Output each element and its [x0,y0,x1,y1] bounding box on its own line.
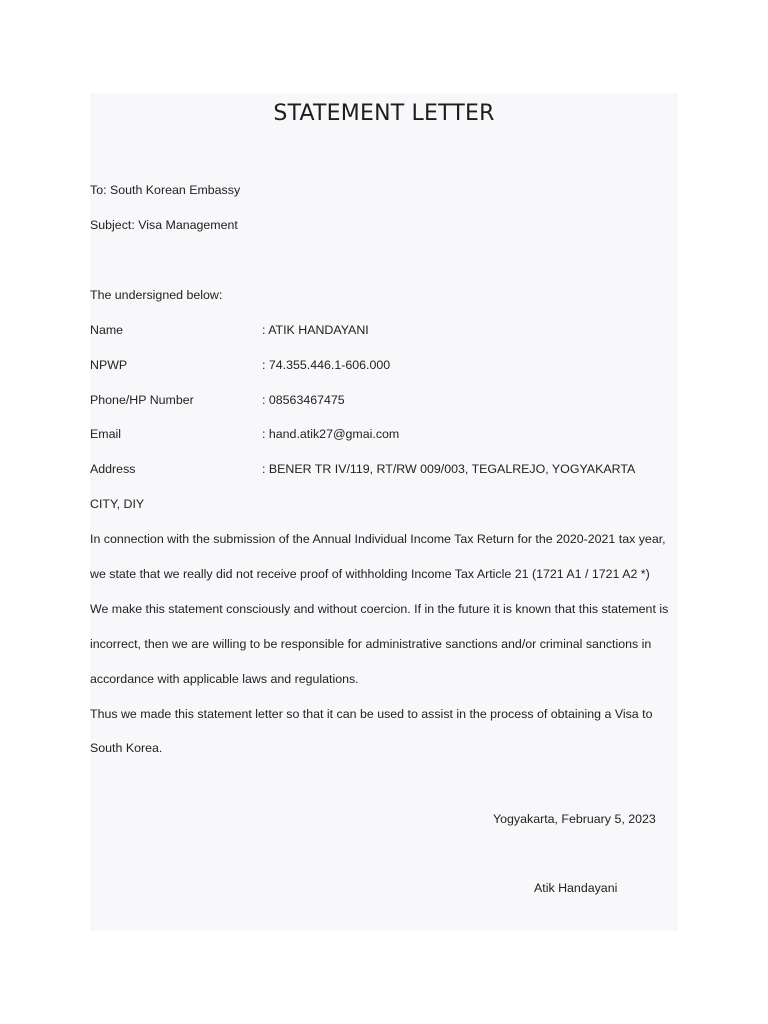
address-continued: CITY, DIY [90,497,145,511]
field-value-name: : ATIK HANDAYANI [262,323,369,337]
field-label-npwp: NPWP [90,358,128,372]
document-title: STATEMENT LETTER [273,101,495,126]
field-label-email: Email [90,427,121,441]
intro-line: The undersigned below: [90,288,223,302]
field-value-address: : BENER TR IV/119, RT/RW 009/003, TEGALREJO, YOGYAKARTA [262,462,636,476]
body-line: We make this statement consciously and without coercion. If in the future it is known that this statement is [90,602,669,616]
field-value-npwp: : 74.355.446.1-606.000 [262,358,391,372]
body-line: accordance with applicable laws and regulations. [90,672,359,686]
body-line: incorrect, then we are willing to be responsible for administrative sanctions and/or criminal sanctions in [90,637,652,651]
field-label-name: Name [90,323,124,337]
subject-line: Subject: Visa Management [90,218,238,232]
recipient-line: To: South Korean Embassy [90,183,241,197]
field-value-email: : hand.atik27@gmai.com [262,427,400,441]
body-line: In connection with the submission of the Annual Individual Income Tax Return for the 2020-2021 tax year, [90,532,666,546]
place-date: Yogyakarta, February 5, 2023 [493,812,656,826]
body-line: South Korea. [90,741,163,755]
signatory-name: Atik Handayani [534,881,618,895]
body-line: Thus we made this statement letter so that it can be used to assist in the process of obtaining a Visa to [90,707,653,721]
field-value-phone: : 08563467475 [262,393,345,407]
field-label-address: Address [90,462,136,476]
document-page [90,93,678,931]
field-label-phone: Phone/HP Number [90,393,194,407]
body-line: we state that we really did not receive proof of withholding Income Tax Article 21 (1721 A1 / 1721 A2 *) [90,567,650,581]
